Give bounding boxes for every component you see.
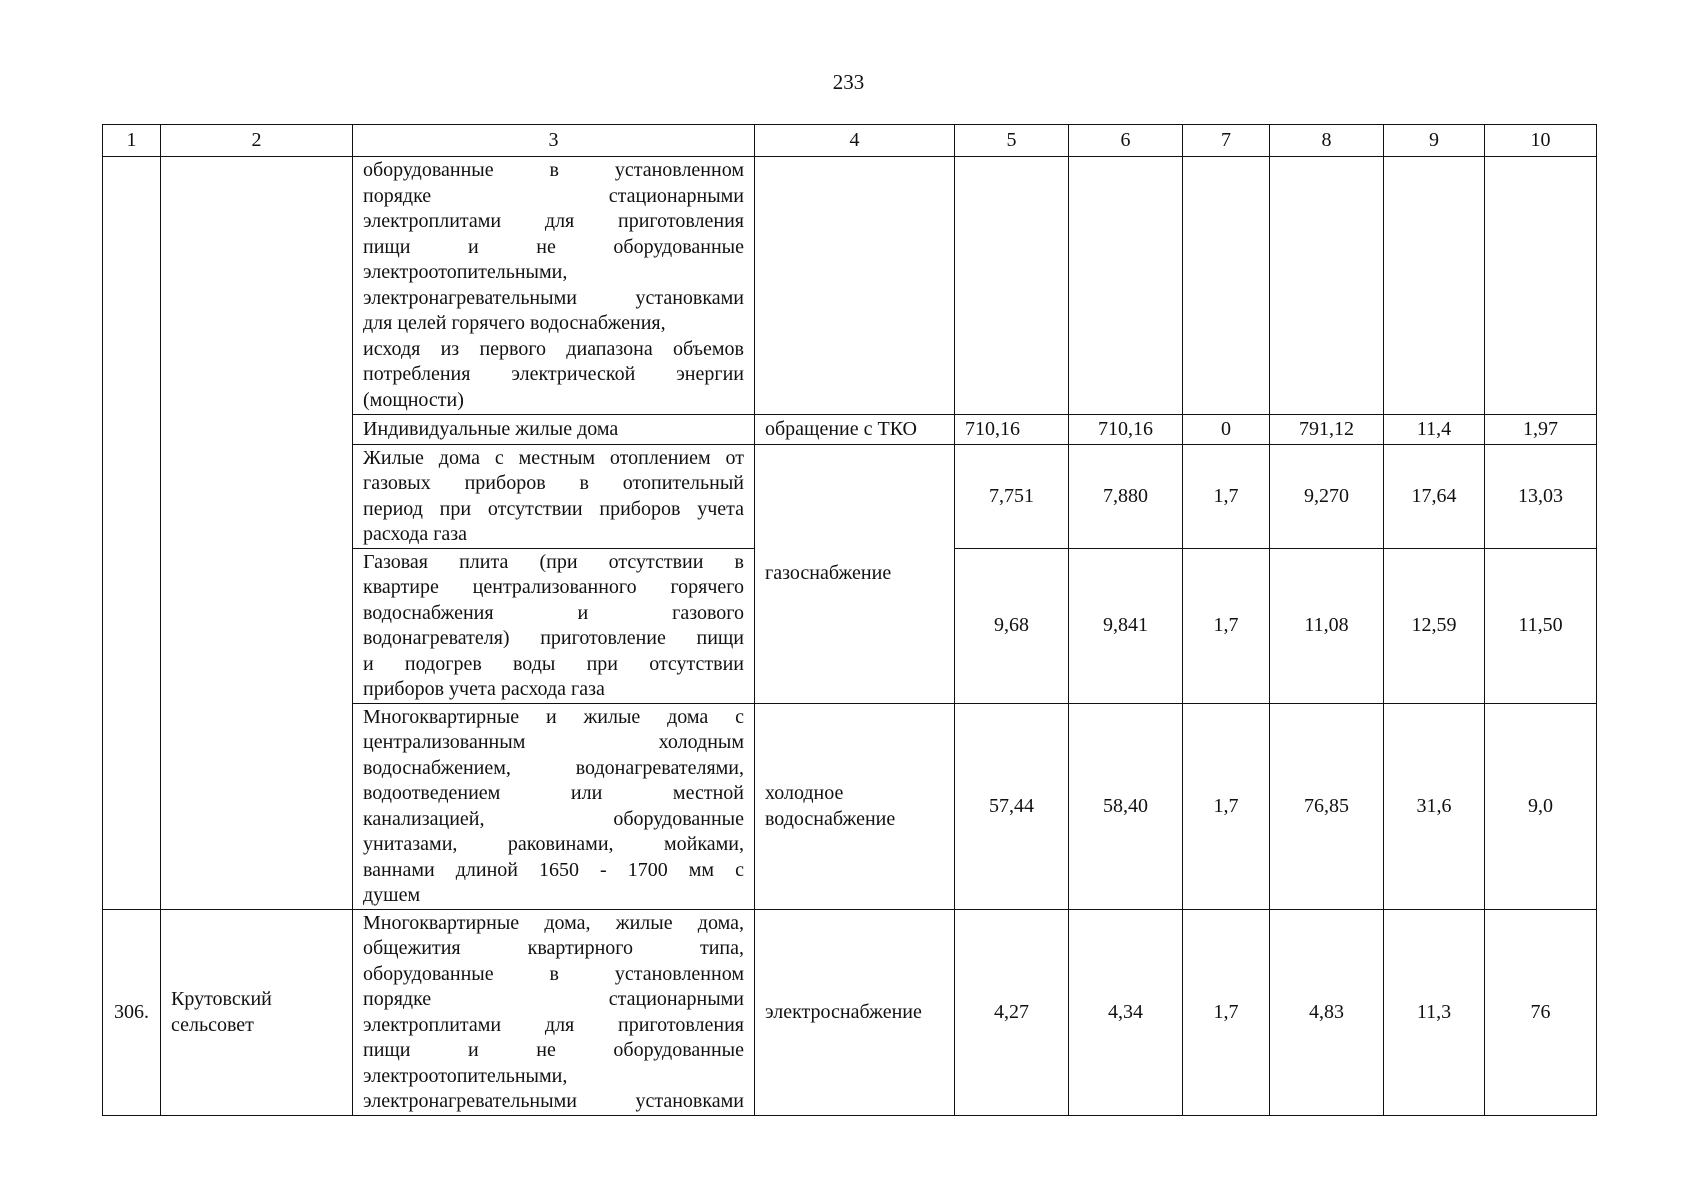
category-line: душем xyxy=(363,884,421,906)
value-cell: 1,7 xyxy=(1183,549,1270,704)
category-cell: Индивидуальные жилые дома xyxy=(353,415,755,445)
value-cell: 17,64 xyxy=(1384,445,1485,549)
category-line: квартире централизованного горячего xyxy=(363,576,744,598)
value-cell: 9,270 xyxy=(1270,445,1384,549)
category-line: порядке стационарными xyxy=(363,988,744,1010)
value-cell: 710,16 xyxy=(955,415,1069,445)
category-cell xyxy=(353,157,755,415)
value-cell: 9,841 xyxy=(1069,549,1183,704)
value-cell: 4,27 xyxy=(955,910,1069,1116)
category-line: Многоквартирные дома, жилые дома, xyxy=(363,911,744,934)
service-cell: холодное водоснабжение xyxy=(755,704,955,910)
category-line: Жилые дома с местным отоплением от xyxy=(363,446,744,469)
value-cell: 9,0 xyxy=(1485,704,1597,910)
category-line: централизованным холодным xyxy=(363,731,744,753)
value-cell: 791,12 xyxy=(1270,415,1384,445)
value-cell: 7,751 xyxy=(955,445,1069,549)
column-header: 3 xyxy=(353,125,755,157)
service-cell: обращение с ТКО xyxy=(755,415,955,445)
value-cell: 31,6 xyxy=(1384,704,1485,910)
value-cell: 76,85 xyxy=(1270,704,1384,910)
value-cell: 11,08 xyxy=(1270,549,1384,704)
value-cell: 7,880 xyxy=(1069,445,1183,549)
category-line: водонагревателя) приготовление пищи xyxy=(363,627,744,649)
value-cell xyxy=(1270,157,1384,415)
index-cell xyxy=(103,157,161,910)
category-line: водоснабжением, водонагревателями, xyxy=(363,756,744,779)
service-cell: электроснабжение xyxy=(755,910,955,1116)
category-line: электроотопительными, xyxy=(363,261,568,283)
column-header: 4 xyxy=(755,125,955,157)
category-line: потребления электрической энергии xyxy=(363,363,744,385)
page-number: 233 xyxy=(832,70,865,94)
value-cell: 13,03 xyxy=(1485,445,1597,549)
category-cell xyxy=(353,910,755,1116)
index-cell: 306. xyxy=(103,910,161,1116)
column-header: 1 xyxy=(103,125,161,157)
value-cell: 9,68 xyxy=(955,549,1069,704)
value-cell: 1,7 xyxy=(1183,704,1270,910)
category-line: электронагревательными установками xyxy=(363,286,744,309)
category-line: электронагревательными установками xyxy=(363,1090,744,1112)
value-cell: 4,34 xyxy=(1069,910,1183,1116)
category-line: исходя из первого диапазона объемов xyxy=(363,337,744,360)
category-line: оборудованные в установленном xyxy=(363,962,744,985)
service-cell xyxy=(755,157,955,415)
category-line: для целей горячего водоснабжения, xyxy=(363,312,666,334)
column-header: 6 xyxy=(1069,125,1183,157)
category-line: унитазами, раковинами, мойками, xyxy=(363,833,744,855)
value-cell xyxy=(1485,157,1597,415)
category-cell xyxy=(353,549,755,704)
column-header: 7 xyxy=(1183,125,1270,157)
category-line: водоотведением или местной xyxy=(363,782,744,804)
settlement-cell xyxy=(161,157,353,910)
column-header: 10 xyxy=(1485,125,1597,157)
category-line: общежития квартирного типа, xyxy=(363,937,744,959)
category-line: электроотопительными, xyxy=(363,1064,568,1087)
category-line: расхода газа xyxy=(363,523,468,545)
tariff-table xyxy=(102,124,1597,1116)
table-row xyxy=(103,910,1597,1116)
value-cell: 57,44 xyxy=(955,704,1069,910)
value-cell: 1,7 xyxy=(1183,910,1270,1116)
table-row xyxy=(103,157,1597,415)
value-cell: 0 xyxy=(1183,415,1270,445)
category-line: электроплитами для приготовления xyxy=(363,1013,744,1036)
category-cell xyxy=(353,445,755,549)
service-cell: газоснабжение xyxy=(755,445,955,704)
value-cell: 76 xyxy=(1485,910,1597,1116)
column-header: 8 xyxy=(1270,125,1384,157)
category-line: ваннами длиной 1650 - 1700 мм с xyxy=(363,858,744,881)
value-cell: 710,16 xyxy=(1069,415,1183,445)
value-cell: 11,4 xyxy=(1384,415,1485,445)
value-cell: 58,40 xyxy=(1069,704,1183,910)
settlement-cell: Крутовский сельсовет xyxy=(161,910,353,1116)
value-cell xyxy=(955,157,1069,415)
category-line: приборов учета расхода газа xyxy=(363,678,605,700)
category-line: электроплитами для приготовления xyxy=(363,210,744,232)
value-cell xyxy=(1384,157,1485,415)
category-line: оборудованные в установленном xyxy=(363,159,744,181)
column-header: 2 xyxy=(161,125,353,157)
value-cell: 4,83 xyxy=(1270,910,1384,1116)
value-cell: 12,59 xyxy=(1384,549,1485,704)
category-line: пищи и не оборудованные xyxy=(363,235,744,258)
value-cell: 11,50 xyxy=(1485,549,1597,704)
value-cell: 1,7 xyxy=(1183,445,1270,549)
value-cell xyxy=(1183,157,1270,415)
category-line: газовых приборов в отопительный xyxy=(363,472,744,494)
value-cell: 11,3 xyxy=(1384,910,1485,1116)
value-cell: 1,97 xyxy=(1485,415,1597,445)
category-line: и подогрев воды при отсутствии xyxy=(363,652,744,675)
category-line: водоснабжения и газового xyxy=(363,601,744,624)
category-line: порядке стационарными xyxy=(363,184,744,207)
category-line: пищи и не оборудованные xyxy=(363,1039,744,1061)
column-header: 9 xyxy=(1384,125,1485,157)
category-line: (мощности) xyxy=(363,388,464,411)
column-header: 5 xyxy=(955,125,1069,157)
category-line: Многоквартирные и жилые дома с xyxy=(363,705,744,728)
value-cell xyxy=(1069,157,1183,415)
category-line: период при отсутствии приборов учета xyxy=(363,497,744,520)
category-line: Газовая плита (при отсутствии в xyxy=(363,550,744,573)
header-row xyxy=(103,125,1597,157)
category-line: канализацией, оборудованные xyxy=(363,807,744,830)
category-cell xyxy=(353,704,755,910)
